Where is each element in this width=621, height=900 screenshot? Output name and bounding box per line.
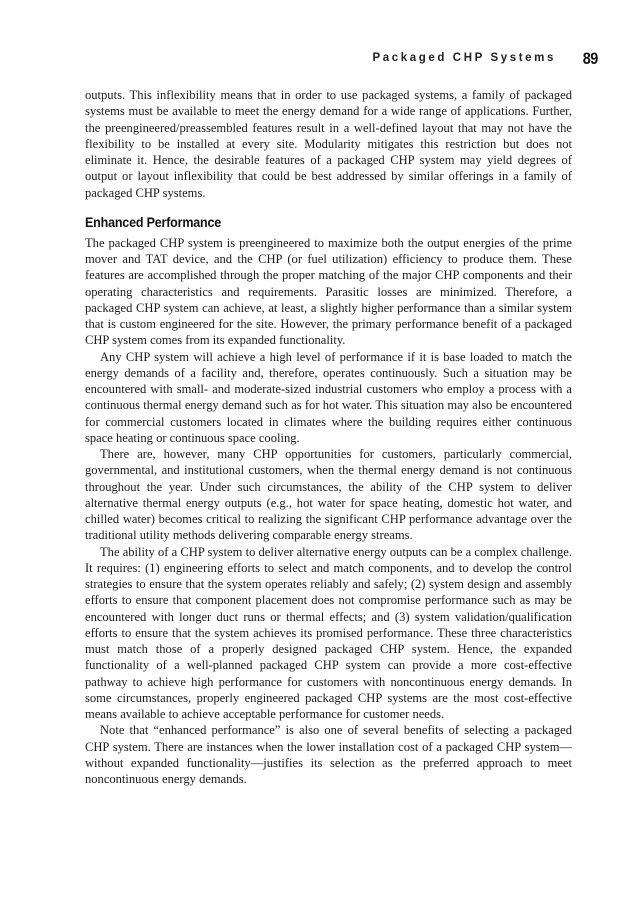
paragraph-alternative-outputs: The ability of a CHP system to deliver alternative energy outputs can be a complex challenge. It requires: (1) engineering efforts to select and match components, and to develop the control strategies to ensure that the system operates reliably and safely; (2) system design and assembly efforts to ensure that component placement does not compromise performance such as may be encountered with longer duct runs or thermal effects; and (3) system validation/qualification efforts to ensure that the system achieves its promised performance. These three characteristics must match those of a properly designed packaged CHP system. Hence, the expanded functionality of a well-planned packaged CHP system can provide a more cost-effective pathway to achieve high performance for customers with noncontinuous energy demands. In some circumstances, properly engineered packaged CHP systems are the most cost-effective means available to achieve acceptable performance for customer needs. [85, 544, 572, 721]
paragraph-note-enhanced-performance: Note that “enhanced performance” is also one of several benefits of selecting a packaged CHP system. There are instances when the lower installation cost of a packaged CHP system—without expanded functionality—justifies its selection as the preferred approach to meet noncontinuous energy demands. [85, 723, 572, 786]
paragraph-continuation: outputs. This inflexibility means that in order to use packaged systems, a family of packaged systems must be available to meet the energy demand for a wide range of applications. Further, the preengineered/preassembled features result in a well-defined layout that may not have the flexibility to be installed at every site. Modularity mitigates this restriction but does not eliminate it. Hence, the desirable features of a packaged CHP system may yield degrees of output or layout inflexibility that could be best addressed by similar offerings in a family of packaged CHP systems. [85, 88, 572, 200]
paragraph-packaged-chp-preengineered: The packaged CHP system is preengineered to maximize both the output energies of the prime mover and TAT device, and the CHP (or fuel utilization) efficiency to produce them. These features are accomplished through the proper matching of the major CHP components and their operating characteristics and requirements. Parasitic losses are minimized. Therefore, a packaged CHP system can achieve, at least, a slightly higher performance than a similar system that is custom engineered for the site. However, the primary performance benefit of a packaged CHP system comes from its expanded functionality. [85, 235, 572, 348]
page-body [85, 87, 572, 787]
section-heading-enhanced-performance: Enhanced Performance [85, 214, 222, 230]
running-title: Packaged CHP Systems [372, 52, 556, 64]
page-number: 89 [582, 49, 598, 68]
paragraph-noncontinuous-demand: There are, however, many CHP opportunities for customers, particularly commercial, governmental, and institutional customers, when the thermal energy demand is not continuous throughout the year. Under such circumstances, the ability of the CHP system to deliver alternative thermal energy outputs (e.g., hot water for space heating, domestic hot water, and chilled water) becomes critical to realizing the significant CHP performance advantage over the traditional utility methods delivering comparable energy streams. [85, 447, 572, 543]
running-head [60, 49, 598, 71]
paragraph-base-loaded: Any CHP system will achieve a high level of performance if it is base loaded to match the energy demands of a facility and, therefore, operates continuously. Such a situation may be encountered with small- and moderate-sized industrial customers who employ a process with a continuous thermal energy demand such as for hot water. This situation may also be encountered for commercial customers located in climates where the building requires either continuous space heating or continuous space cooling. [85, 349, 572, 445]
